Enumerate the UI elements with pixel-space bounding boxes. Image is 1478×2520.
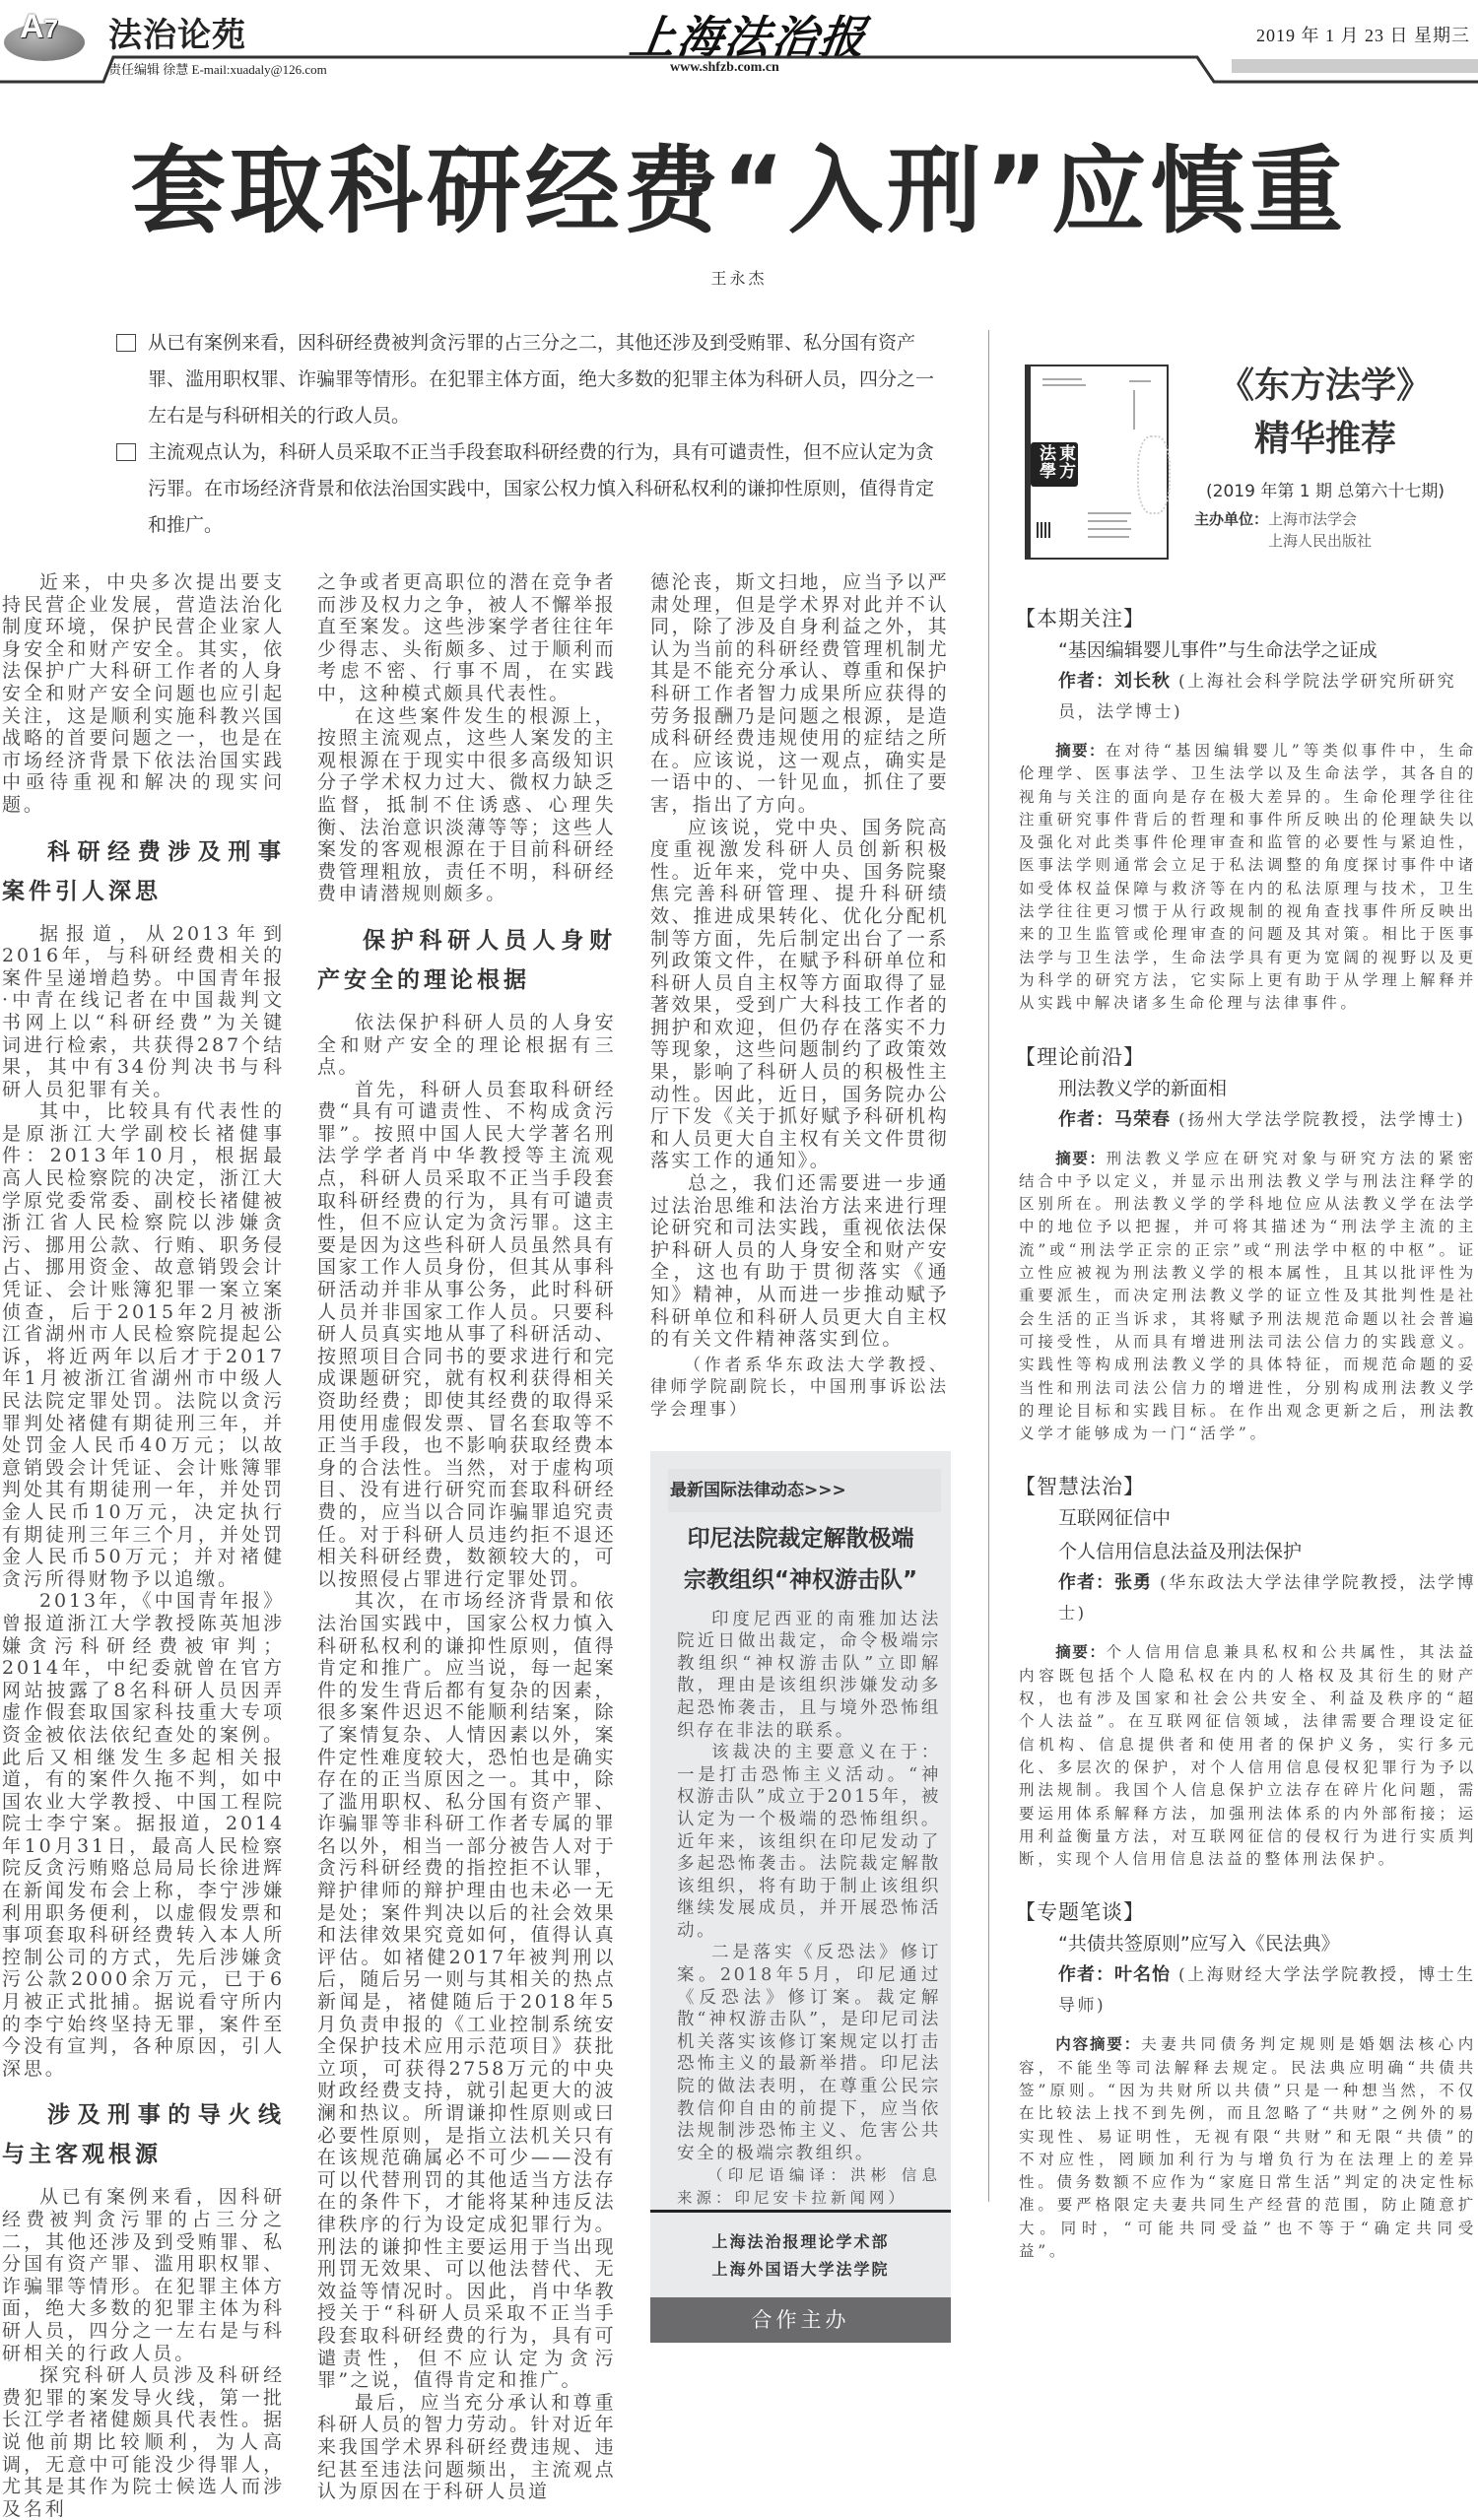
journal-cover-image xyxy=(1025,365,1169,560)
cover-text-line xyxy=(1088,528,1131,530)
news-paragraph: 印度尼西亚的南雅加达法院近日做出裁定，命令极端宗教组织“神权游击队”立即解散，理由是该组织涉嫌发动多起恐怖袭击，且与境外恐怖组织存在非法的联系。 xyxy=(677,1609,941,1741)
section-tag: 【本期关注】 xyxy=(1015,607,1145,630)
article-author-line xyxy=(1058,1567,1478,1629)
author-name: 张勇 xyxy=(1114,1572,1152,1594)
news-band-label: 最新国际法律动态>>> xyxy=(668,1469,941,1512)
newspaper-logo: 上海法治报 xyxy=(626,11,871,64)
recommended-article-title: 刑法教义学的新面相 xyxy=(1058,1077,1228,1099)
author-label: 作者： xyxy=(1058,1572,1114,1594)
article-paragraph: 其次，在市场经济背景和依法治国实践中，国家公权力慎入科研私权利的谦抑性原则，值得肯定和推广。应当说，每一起案件的发生背后都有复杂的因素，很多案件迟迟不能顺利结案，除了案情复杂、人情因素以外，案件定性难度较大，恐怕也是确实存在的正当原因之一。其中，除了滥用职权、私分国有资产罪、诈骗罪等非科研工作者专属的罪名以外，相当一部分被告人对于贪污科研经费的指控拒不认罪，辩护律师的辩护理由也未必一无是处；案件判决以后的社会效果和法律效果究竟如何，值得认真评估。如褚健2017年被判刑以后，随后另一则与其相关的热点新闻是，褚健随后于2018年5月负责申报的《工业控制系统安全保护技术应用示范项目》获批立项，可获得2758万元的中央财政经费支持，就引起更大的波澜和热议。所谓谦抑性原则或曰必要性原则，是指立法机关只有在该规范确属必不可少——没有可以代替刑罚的其他适当方法存在的条件下，才能将某种违反法律秩序的行为设定成犯罪行为。刑法的谦抑性主要运用于当出现刑罚无效果、可以他法替代、无效益等情况时。因此，肖中华教授关于“科研人员采取不正当手段套取科研经费的行为，具有可谴责性，但不应认定为贪污罪”之说，值得肯定和推广。 xyxy=(317,1590,616,2392)
section-heading: 科研经费涉及刑事案件引人深思 xyxy=(2,838,285,904)
journal-issue: (2019 年第 1 期 总第六十七期) xyxy=(1206,482,1444,501)
author-label: 作者： xyxy=(1058,671,1114,692)
article-paragraph: 最后，应当充分承认和尊重科研人员的智力劳动。针对近年来我国学术界科研经费违规、违纪甚至违法问题频出，主流观点认为原因在于科研人员道 xyxy=(317,2391,616,2503)
summary-box xyxy=(116,325,949,544)
article-paragraph: 在这些案件发生的根源上，按照主流观点，这些人案发的主观根源在于现实中很多高级知识分子学术权力过大、微权力缺乏监督，抵制不住诱惑、心理失衡、法治意识淡薄等等；这些人案发的客观根源在于目前科研经费管理粗放，责任不明，科研经费申请潜规则颇多。 xyxy=(317,704,616,905)
news-paragraph: 二是落实《反恐法》修订案。2018年5月，印尼通过《反恐法》修订案。裁定解散“神权游击队”，是印尼司法机关落实该修订案规定以打击恐怖主义的最新举措。印尼法院的做法表明，在尊重公民宗教信仰自由的前提下，应当依法规制涉恐怖主义、危害公共安全的极端宗教组织。 xyxy=(677,1943,941,2163)
article-paragraph: 总之，我们还需要进一步通过法治思维和法治方法来进行理论研究和司法实践，重视依法保护科研人员的人身安全和财产安全，这也有助于贯彻落实《通知》精神，从而进一步推动赋予科研单位和科研人员更大自主权的有关文件精神落实到位。 xyxy=(650,1172,949,1351)
article-column-3 xyxy=(650,571,949,1422)
article-column-3-wrapper xyxy=(650,571,951,2332)
author-affiliation: (华东政法大学法律学院教授，法学博士) xyxy=(1058,1573,1477,1625)
cover-text-line xyxy=(1129,380,1151,382)
abstract-text: 个人信用信息兼具私权和公共属性，其法益内容既包括个人隐私权在内的人格权及其衍生的财产权，也有涉及国家和社会公共安全、利益及秩序的“超个人法益”。在互联网征信领域，法律需要合理设定征信机构、信息提供者和使用者的保护义务，实行多元化、多层次的保护，对个人信用信息侵权犯罪行为予以刑法规制。我国个人信息保护立法存在碎片化问题，需要运用体系解释方法，加强刑法体系的内外部衔接；运用利益衡量方法，对互联网征信的侵权行为进行实质判断，实现个人信用信息法益的整体刑法保护。 xyxy=(1019,1643,1477,1869)
host: 上海市法学会 xyxy=(1268,510,1358,528)
recommended-article-title: “基因编辑婴儿事件”与生命法学之证成 xyxy=(1058,639,1377,661)
article-author-line xyxy=(1058,1104,1478,1136)
section-title: 法治论苑 xyxy=(108,16,246,55)
cover-text-line xyxy=(1133,390,1135,430)
article-paragraph: 德沦丧，斯文扫地，应当予以严肃处理，但是学术界对此并不认同，除了涉及自身利益之外，其认为当前的科研经费管理机制尤其是不能充分承认、尊重和保护科研工作者智力成果所应获得的劳务报酬乃是问题之根源，是造成科研经费违规使用的症结之所在。应该说，这一观点，确实是一语中的、一针见血，抓住了要害，指出了方向。 xyxy=(650,571,949,816)
news-title-line: 印尼法院裁定解散极端 xyxy=(687,1525,914,1552)
article-abstract xyxy=(1019,1148,1477,1446)
cover-text-line xyxy=(1088,512,1131,514)
article-author-line xyxy=(1058,666,1478,728)
news-title-line: 宗教组织“神权游击队” xyxy=(683,1566,918,1593)
square-bullet-icon xyxy=(116,443,136,461)
recommended-article-title: “共债共签原则”应写入《民法典》 xyxy=(1058,1933,1340,1956)
section-heading: 保护科研人员人身财产安全的理论根据 xyxy=(317,927,616,993)
sponsor: 上海法治报理论学术部 xyxy=(711,2231,890,2251)
abstract-text: 刑法教义学应在研究对象与研究方法的紧密结合中予以定义，并显示出刑法教义学与刑法注释学的区别所在。刑法教义学的学科地位应从法教义学在法学中的地位予以把握，并可将其描述为“刑法学主流的主流”或“刑法学正宗的正宗”或“刑法学中枢的中枢”。证立性应被视为刑法教义学的根本属性，且其以批评性为重要派生，而决定刑法教义学的证立性及其批判性是社会生活的正当诉求，其将赋予刑法规范命题以社会普遍可接受性，从而具有增进刑法司法公信力的实践意义。实践性等构成刑法教义学的具体特征，而规范命题的妥当性和刑法司法公信力的增进性，分别构成刑法教义学的理论目标和实践目标。在作出观念更新之后，刑法教义学才能够成为一门“活学”。 xyxy=(1019,1149,1477,1443)
article-abstract xyxy=(1019,1641,1477,1871)
article-abstract xyxy=(1019,2033,1477,2263)
abstract-label: 摘要： xyxy=(1055,1643,1107,1662)
square-bullet-icon xyxy=(116,334,136,352)
cover-text-line xyxy=(1042,378,1082,380)
co-host-label: 合作主办 xyxy=(650,2297,951,2343)
website-link[interactable]: www.shfzb.com.cn xyxy=(670,60,779,75)
journal-title xyxy=(1182,360,1468,466)
summary-text: 从已有案例来看，因科研经费被判贪污罪的占三分之二，其他还涉及到受贿罪、私分国有资产罪、滥用职权罪、诈骗罪等情形。在犯罪主体方面，绝大多数的犯罪主体为科研人员，四分之一左右是与科研相关的行政人员。 xyxy=(148,332,935,427)
sponsors xyxy=(650,2228,951,2284)
summary-item xyxy=(116,434,949,544)
journal-subtitle: 精华推荐 xyxy=(1253,419,1396,459)
author-name: 马荣春 xyxy=(1114,1108,1171,1130)
section-tag: 【理论前沿】 xyxy=(1015,1044,1145,1069)
news-divider xyxy=(650,2210,951,2213)
journal-section xyxy=(1015,603,1478,1016)
article-paragraph: 近来，中央多次提出要支持民营企业发展，营造法治化制度环境，保护民营企业家人身安全和财产安全。其实，依法保护广大科研工作者的人身安全和财产安全问题也应引起关注，这是顺利实施科教兴国战略的首要问题之一，也是在市场经济背景下依法治国实践中亟待重视和解决的现实问题。 xyxy=(2,571,285,816)
journal-hosts xyxy=(1194,508,1372,552)
cover-text-line xyxy=(1042,384,1086,386)
host-label: 主办单位： xyxy=(1194,510,1269,528)
article-author-line xyxy=(1058,1959,1478,2022)
abstract-text: 夫妻共同债务判定规则是婚姻法核心内容，不能坐等司法解释去规定。民法典应明确“共债共签”原则。“因为共财所以共债”只是一种想当然，不仅在比较法上找不到先例，而且忽略了“共财”之例外的易实现性、易证明性，无视有限“共财”和无限“共债”的不对应性，罔顾加利行为与增负行为在法理上的差异性。债务数额不应作为“家庭日常生活”判定的决定性标准。要严格限定夫妻共同生产经营的范围，防止随意扩大。同时，“可能共同受益”也不等于“确定共同受益”。 xyxy=(1019,2035,1477,2261)
article-paragraph: 首先，科研人员套取科研经费“具有可谴责性、不构成贪污罪”。按照中国人民大学著名刑法学学者肖中华教授等主流观点，科研人员采取不正当手段套取科研经费的行为，具有可谴责性，但不应认定为贪污罪。这主要是因为这些科研人员虽然具有国家工作人员身份，但其从事科研活动并非从事公务，此时科研人员并非国家工作人员。只要科研人员真实地从事了科研活动、按照项目合同书的要求进行和完成课题研究，就有权利获得相关资助经费；即使其经费的取得采用使用虚假发票、冒名套取等不正当手段，也不影响获取经费本身的合法性。当然，对于虚构项目、没有进行研究而套取科研经费的，应当以合同诈骗罪追究责任。对于科研人员违约拒不退还相关科研经费，数额较大的，可以按照侵占罪进行定罪处罚。 xyxy=(317,1078,616,1590)
qr-code-icon xyxy=(1037,522,1052,538)
recommended-article-title: 个人信用信息法益及刑法保护 xyxy=(1058,1541,1303,1563)
abstract-text: 在对待“基因编辑婴儿”等类似事件中，生命伦理学、医事法学、卫生法学以及生命法学，其各自的视角与关注的面向是存在极大差异的。生命伦理学往往注重研究事件背后的哲理和事件所反映出的伦理缺失以及强化对此类事件伦理审查和监管的必要性与紧迫性，医事法学则通常会立足于私法调整的角度探讨事件中诸如受体权益保障与救济等在内的私法原理与技术，卫生法学往往更习惯于从行政规制的视角查找事件所反映出来的卫生监管或伦理审查的问题及其对策。相比于医事法学与卫生法学，生命法学具有更为宽阔的视野以及更为科学的研究方法，它实际上更有助于从学理上解释并从实践中解决诸多生命伦理与法律事件。 xyxy=(1019,742,1477,1013)
journal-sections xyxy=(1015,603,1478,2288)
editor-info: 责任编辑 徐慧 E-mail:xuadaly@126.com xyxy=(108,62,327,77)
article-paragraph: 之争或者更高职位的潜在竞争者而涉及权力之争，被人不懈举报直至案发。这些涉案学者往往年少得志、头衔颇多、过于顺利而考虑不密、行事不周，在实践中，这种模式颇具代表性。 xyxy=(317,571,616,704)
author-label: 作者： xyxy=(1058,1108,1114,1130)
cover-text-line xyxy=(1088,520,1127,522)
column-divider xyxy=(988,330,989,2202)
news-paragraph: 该裁决的主要意义在于：一是打击恐怖主义活动。“神权游击队”成立于2015年，被认定为一个极端的恐怖组织。近年来，该组织在印尼发动了多起恐怖袭击。法院裁定解散该组织，将有助于制止该组织继续发展成员，并开展恐怖活动。 xyxy=(677,1743,941,1941)
news-title xyxy=(650,1518,951,1601)
author-label: 作者： xyxy=(1058,1964,1114,1986)
summary-text: 主流观点认为，科研人员采取不正当手段套取科研经费的行为，具有可谴责性，但不应认定为贪污罪。在市场经济背景和依法治国实践中，国家公权力慎入科研私权利的谦抑性原则，值得肯定和推广。 xyxy=(148,441,935,536)
cover-logo: 東方法學 xyxy=(1031,442,1078,487)
headline: 套取科研经费“入刑”应慎重 xyxy=(130,136,1348,246)
page-letter: A xyxy=(20,8,44,45)
journal-section xyxy=(1015,1896,1478,2263)
author-affiliation: (扬州大学法学院教授，法学博士) xyxy=(1178,1109,1466,1130)
cover-text-line xyxy=(1088,536,1129,538)
section-tag: 【智慧法治】 xyxy=(1015,1475,1145,1499)
author-name: 叶名怡 xyxy=(1114,1964,1171,1986)
news-body xyxy=(677,1609,941,2210)
article-column-1 xyxy=(2,571,285,2520)
abstract-label: 摘要： xyxy=(1055,1149,1107,1167)
author-affiliation: (上海财经大学法学院教授，博士生导师) xyxy=(1058,1965,1476,2017)
recommended-article-title: 互联网征信中 xyxy=(1058,1507,1172,1530)
article-paragraph: 应该说，党中央、国务院高度重视激发科研人员创新积极性。近年来，党中央、国务院聚焦完善科研管理、提升科研绩效、推进成果转化、优化分配机制等方面，先后制定出台了一系列政策文件，在赋予科研单位和科研人员自主权等方面取得了显著效果，受到广大科技工作者的拥护和欢迎，但仍存在落实不力等现象，这些问题制约了政策效果，影响了科研人员的积极性主动性。因此，近日，国务院办公厅下发《关于抓好赋予科研机构和人员更大自主权有关文件贯彻落实工作的通知》。 xyxy=(650,816,949,1172)
journal-name: 《东方法学》 xyxy=(1218,365,1432,406)
article-paragraph: 探究科研人员涉及科研经费犯罪的案发导火线，第一批长江学者褚健颇具代表性。据说他前期比较顺利，为人高调，无意中可能没少得罪人，尤其是其作为院士候选人而涉及名利 xyxy=(2,2364,285,2520)
author-affiliation: (上海社会科学院法学研究所研究员，法学博士) xyxy=(1058,672,1457,722)
international-news-box xyxy=(650,1451,951,2343)
article-column-2 xyxy=(317,571,616,2503)
dragon-illustration xyxy=(1137,435,1171,514)
news-source: （印尼语编译：洪彬 信息来源：印尼安卡拉新闻网） xyxy=(677,2166,941,2207)
author-name: 刘长秋 xyxy=(1114,671,1171,692)
issue-date: 2019 年 1 月 23 日 星期三 xyxy=(1256,26,1470,45)
article-paragraph: 2013年，《中国青年报》曾报道浙江大学教授陈英旭涉嫌贪污科研经费被审判；2014年，中纪委就曾在官方网站披露了8名科研人员因弄虚作假套取国家科技重大专项资金被依法依纪查处的案例。此后又相继发生多起相关报道，有的案件久拖不判，如中国农业大学教授、中国工程院院士李宁案。据报道，2014年10月31日，最高人民检察院反贪污贿赂总局局长徐进辉在新闻发布会上称，李宁涉嫌利用职务便利，以虚假发票和事项套取科研经费转入本人所控制公司的方式，先后涉嫌贪污公款2000余万元，已于6月被正式批捕。据说看守所内的李宁始终坚持无罪，案件至今没有宣判，各种原因，引人深思。 xyxy=(2,1590,285,2080)
section-tag: 【专题笔谈】 xyxy=(1015,1900,1145,1925)
host-list xyxy=(1268,508,1372,552)
sponsor: 上海外国语大学法学院 xyxy=(711,2259,890,2279)
host: 上海人民出版社 xyxy=(1268,532,1373,550)
page-number xyxy=(20,8,58,46)
journal-section xyxy=(1015,1471,1478,1871)
page-digit: 7 xyxy=(43,14,59,43)
journal-section xyxy=(1015,1041,1478,1446)
article-paragraph: 其中，比较具有代表性的是原浙江大学副校长褚健事件：2013年10月，根据最高人民检察院的决定，浙江大学原党委常委、副校长褚健被浙江省人民检察院以涉嫌贪污、挪用公款、行贿、职务侵占、挪用资金、故意销毁会计凭证、会计账簿犯罪一案立案侦查，后于2015年2月被浙江省湖州市人民检察院提起公诉，将近两年以后才于2017年1月被浙江省湖州市中级人民法院定罪处罚。法院以贪污罪判处褚健有期徒刑三年，并处罚金人民币40万元；以故意销毁会计凭证、会计账簿罪判处其有期徒刑一年，并处罚金人民币10万元，决定执行有期徒刑三年三个月，并处罚金人民币50万元；并对褚健贪污所得财物予以追缴。 xyxy=(2,1100,285,1590)
article-author: 王永杰 xyxy=(710,269,768,288)
article-paragraph: 据报道，从2013年到2016年，与科研经费相关的案件呈递增趋势。中国青年报·中青在线记者在中国裁判文书网上以“科研经费”为关键词进行检索，共获得287个结果，其中有34份判决书与科研人员犯罪有关。 xyxy=(2,922,285,1100)
article-paragraph: 从已有案例来看，因科研经费被判贪污罪的占三分之二，其他还涉及到受贿罪、私分国有资产罪、滥用职权罪、诈骗罪等情形。在犯罪主体方面，绝大多数的犯罪主体为科研人员，四分之一左右是与科研相关的行政人员。 xyxy=(2,2186,285,2364)
section-heading: 涉及刑事的导火线与主客观根源 xyxy=(2,2102,285,2168)
abstract-label: 内容摘要： xyxy=(1055,2035,1142,2054)
summary-item xyxy=(116,325,949,434)
article-paragraph: 依法保护科研人员的人身安全和财产安全的理论根据有三点。 xyxy=(317,1011,616,1079)
article-abstract xyxy=(1019,740,1477,1016)
abstract-label: 摘要： xyxy=(1055,742,1106,760)
author-byline: （作者系华东政法大学教授、律师学院副院长，中国刑事诉讼法学会理事） xyxy=(650,1355,949,1420)
